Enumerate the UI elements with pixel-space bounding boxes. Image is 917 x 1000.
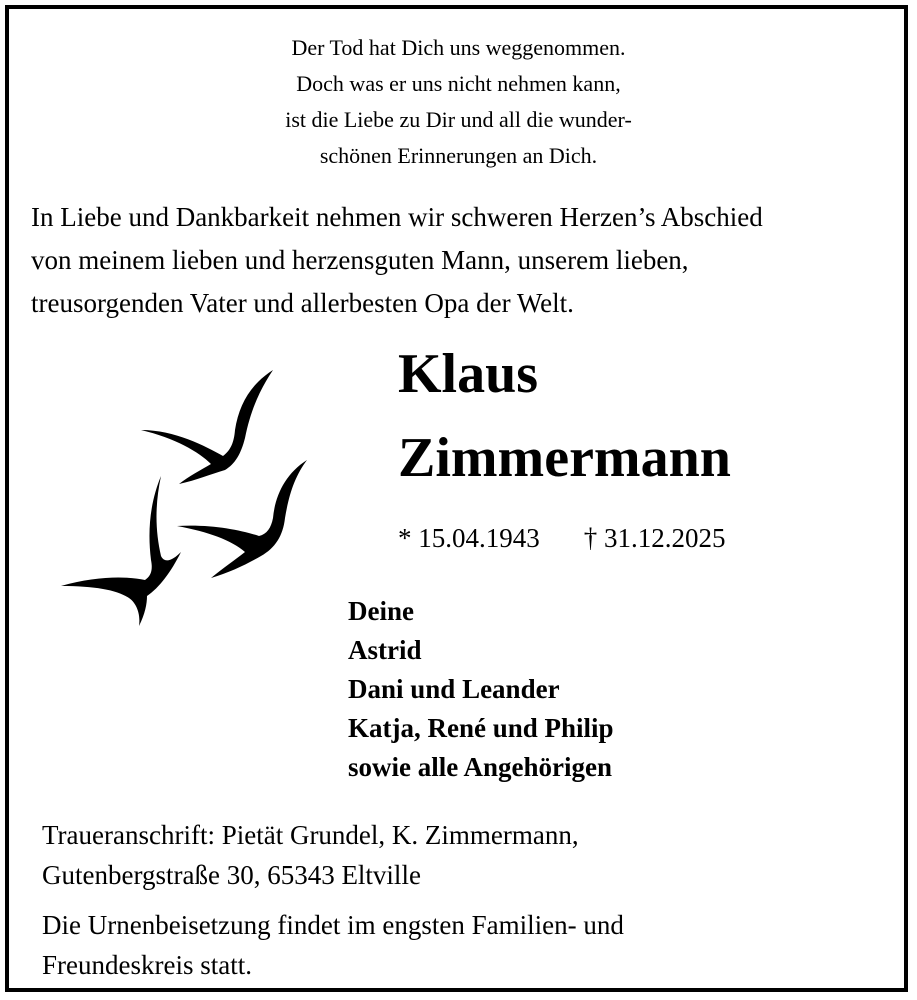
burial-line: Freundeskreis statt. — [42, 950, 252, 980]
poem — [0, 30, 917, 174]
bird-icon — [61, 476, 181, 626]
poem-line: Der Tod hat Dich uns weggenommen. — [291, 35, 626, 60]
poem-line: Doch was er uns nicht nehmen kann, — [296, 71, 621, 96]
intro-line: In Liebe und Dankbarkeit nehmen wir schweren Herzen’s Abschied — [31, 202, 763, 232]
family-line: Deine — [348, 596, 414, 626]
bird-icon — [141, 370, 273, 484]
family-line: Astrid — [348, 635, 422, 665]
deceased-last-name: Zimmermann — [398, 427, 731, 489]
intro-text — [31, 196, 901, 325]
life-dates — [398, 518, 726, 558]
birth-date: * 15.04.1943 — [398, 523, 540, 553]
burial-line: Die Urnenbeisetzung findet im engsten Familien- und — [42, 910, 624, 940]
family-signature — [348, 592, 614, 787]
intro-line: treusorgenden Vater und allerbesten Opa der Welt. — [31, 288, 574, 318]
family-line: Dani und Leander — [348, 674, 560, 704]
poem-line: ist die Liebe zu Dir und all die wunder- — [285, 107, 632, 132]
intro-line: von meinem lieben und herzensguten Mann, unserem lieben, — [31, 245, 689, 275]
address-line: Gutenbergstraße 30, 65343 Eltville — [42, 860, 421, 890]
flying-birds-icon — [55, 360, 315, 640]
family-line: Katja, René und Philip — [348, 713, 614, 743]
mourning-address — [42, 815, 579, 895]
burial-notice — [42, 905, 624, 985]
poem-line: schönen Erinnerungen an Dich. — [319, 143, 598, 168]
family-line: sowie alle Angehörigen — [348, 752, 612, 782]
death-date: † 31.12.2025 — [583, 523, 726, 553]
address-line: Traueranschrift: Pietät Grundel, K. Zimmermann, — [42, 820, 579, 850]
deceased-first-name: Klaus — [398, 343, 539, 405]
